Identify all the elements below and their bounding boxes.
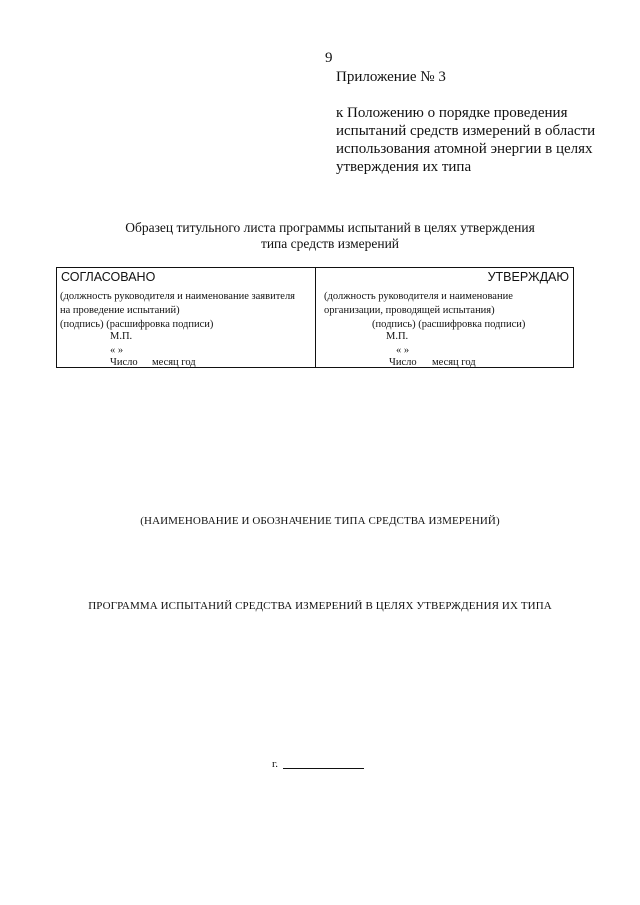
sample-title: [120, 220, 540, 252]
agreed-heading: СОГЛАСОВАНО: [61, 270, 156, 284]
sample-title-line: типа средств измерений: [260, 236, 400, 251]
city-underline: [283, 768, 364, 769]
approved-stamp-caption: М.П.: [386, 331, 409, 342]
approved-cell: [316, 268, 573, 367]
page-number: 9: [325, 50, 333, 66]
approved-position-line: (должность руководителя и наименование: [324, 291, 513, 302]
agreed-position-line: (должность руководителя и наименование заявителя: [60, 291, 296, 302]
approved-day-caption: Число: [389, 357, 417, 368]
regulation-line: испытаний средств измерений в области: [336, 123, 596, 139]
approved-date-quotes: « »: [396, 345, 410, 356]
approved-heading: УТВЕРЖДАЮ: [487, 270, 569, 284]
agreed-position-line: на проведение испытаний): [60, 305, 180, 316]
agreed-month-year-caption: месяц год: [152, 357, 196, 368]
agreed-stamp-caption: М.П.: [110, 331, 133, 342]
regulation-line: к Положению о порядке проведения: [336, 105, 568, 121]
city-prefix: г.: [272, 758, 279, 770]
program-title: ПРОГРАММА ИСПЫТАНИЙ СРЕДСТВА ИЗМЕРЕНИЙ В ЦЕЛЯХ УТВЕРЖДЕНИЯ ИХ ТИПА: [88, 600, 552, 612]
regulation-line: использования атомной энергии в целях: [336, 141, 593, 157]
approved-signature-caption: (подпись) (расшифровка подписи): [372, 319, 526, 330]
approval-table: [56, 267, 574, 368]
agreed-date-quotes: « »: [110, 345, 124, 356]
agreed-cell: [57, 268, 315, 367]
regulation-reference: [336, 104, 616, 176]
agreed-day-caption: Число: [110, 357, 138, 368]
regulation-line: утверждения их типа: [336, 159, 472, 175]
approved-position-line: организации, проводящей испытания): [324, 305, 495, 316]
sample-title-line: Образец титульного листа программы испытаний в целях утверждения: [125, 220, 535, 235]
approved-month-year-caption: месяц год: [432, 357, 476, 368]
agreed-signature-caption: (подпись) (расшифровка подписи): [60, 319, 214, 330]
appendix-title: Приложение № 3: [336, 69, 446, 85]
type-name-placeholder: (НАИМЕНОВАНИЕ И ОБОЗНАЧЕНИЕ ТИПА СРЕДСТВА ИЗМЕРЕНИЙ): [140, 515, 500, 527]
